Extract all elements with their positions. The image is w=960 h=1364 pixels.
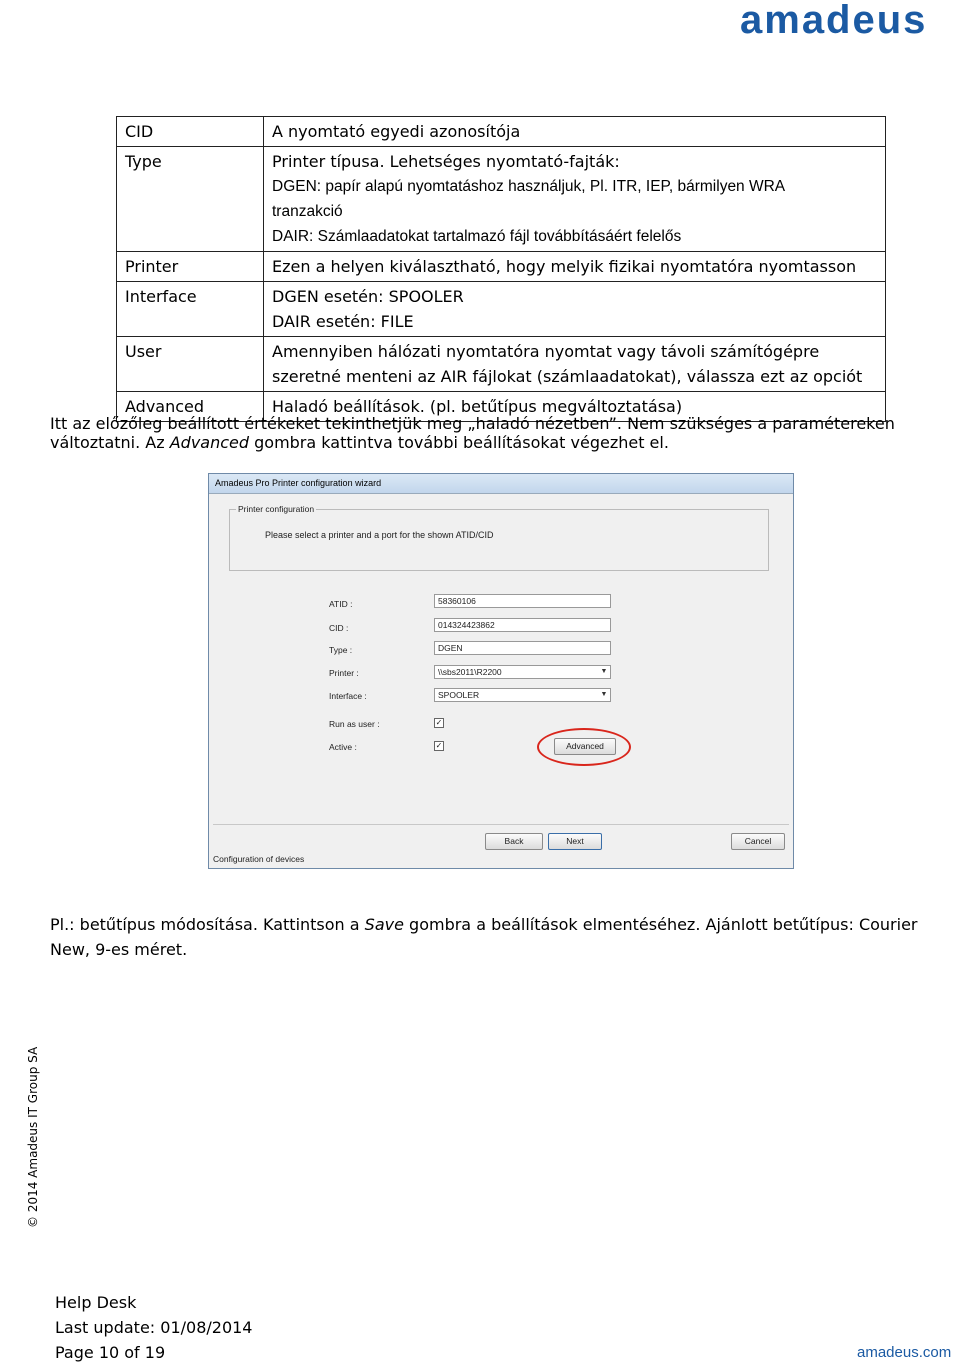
cancel-button[interactable]: Cancel bbox=[731, 833, 785, 850]
interface-select[interactable] bbox=[434, 688, 611, 702]
highlight-circle bbox=[537, 728, 631, 766]
row-line: Ezen a helyen kiválasztható, hogy melyik fizikai nyomtatóra nyomtasson bbox=[272, 257, 857, 276]
row-value bbox=[264, 282, 886, 337]
printer-select[interactable] bbox=[434, 665, 611, 679]
table-row bbox=[117, 282, 886, 337]
row-key: Type bbox=[117, 147, 264, 252]
row-value bbox=[264, 252, 886, 282]
row-line: DGEN esetén: SPOOLER bbox=[272, 287, 464, 306]
group-title: Printer configuration bbox=[238, 504, 315, 514]
row-line: DAIR esetén: FILE bbox=[272, 312, 414, 331]
row-key: Printer bbox=[117, 252, 264, 282]
row-value bbox=[264, 337, 886, 392]
footer-helpdesk: Help Desk bbox=[55, 1293, 137, 1312]
interface-label: Interface : bbox=[329, 691, 367, 701]
row-key: Interface bbox=[117, 282, 264, 337]
para-italic: Save bbox=[364, 915, 404, 934]
printer-config-group bbox=[229, 504, 769, 571]
row-line: DGEN: papír alapú nyomtatáshoz használjuk, Pl. ITR, IEP, bármilyen WRA bbox=[272, 178, 786, 195]
para-text: Pl.: betűtípus módosítása. Kattintson a bbox=[50, 915, 365, 934]
copyright-note: © 2014 Amadeus IT Group SA bbox=[26, 1046, 40, 1228]
row-key: User bbox=[117, 337, 264, 392]
footer-page-number: Page 10 of 19 bbox=[55, 1343, 166, 1362]
footer-url-link[interactable]: amadeus.com bbox=[857, 1344, 952, 1361]
run-as-user-label: Run as user : bbox=[329, 719, 380, 729]
type-field[interactable]: DGEN bbox=[434, 641, 611, 655]
table-row bbox=[117, 252, 886, 282]
back-button[interactable]: Back bbox=[485, 833, 543, 850]
atid-field[interactable]: 58360106 bbox=[434, 594, 611, 608]
table-row bbox=[117, 117, 886, 147]
next-button[interactable]: Next bbox=[548, 833, 602, 850]
row-key: Advanced bbox=[117, 392, 264, 422]
para-text: gombra a beállítások elmentéséhez. Ajánlott betűtípus: Courier bbox=[403, 915, 918, 934]
table-row bbox=[117, 337, 886, 392]
row-value bbox=[264, 147, 886, 252]
printer-label: Printer : bbox=[329, 668, 359, 678]
amadeus-logo: amadeus bbox=[740, 0, 928, 42]
footer-last-update: Last update: 01/08/2014 bbox=[55, 1318, 253, 1337]
row-line: szeretné menteni az AIR fájlokat (számlaadatokat), válassza ezt az opciót bbox=[272, 367, 863, 386]
type-label: Type : bbox=[329, 645, 353, 655]
group-message: Please select a printer and a port for the shown ATID/CID bbox=[265, 530, 494, 540]
printer-config-dialog bbox=[208, 473, 794, 869]
chevron-down-icon[interactable]: ▼ bbox=[600, 691, 608, 698]
row-line: Printer típusa. Lehetséges nyomtató-fajták: bbox=[272, 152, 620, 171]
font-paragraph bbox=[50, 912, 930, 962]
table-row bbox=[117, 147, 886, 252]
row-line: Haladó beállítások. (pl. betűtípus megváltoztatása) bbox=[272, 397, 683, 416]
interface-value: SPOOLER bbox=[438, 690, 480, 700]
advanced-button[interactable]: Advanced bbox=[554, 738, 616, 755]
chevron-down-icon[interactable]: ▼ bbox=[600, 668, 608, 675]
footer bbox=[55, 1290, 252, 1364]
para-italic: Advanced bbox=[169, 433, 250, 452]
row-line: DAIR: Számlaadatokat tartalmazó fájl továbbításáért felelős bbox=[272, 228, 682, 245]
row-line: A nyomtató egyedi azonosítója bbox=[272, 122, 521, 141]
status-text: Configuration of devices bbox=[213, 854, 305, 864]
cid-field[interactable]: 014324423862 bbox=[434, 618, 611, 632]
para-text: Itt az előzőleg beállított értékeket tekinthetjük meg „haladó nézetben”. Nem szükséges a paramétereken változtatni. Az bbox=[50, 414, 895, 452]
atid-label: ATID : bbox=[329, 599, 353, 609]
row-line: tranzakció bbox=[272, 203, 343, 220]
printer-value: \\sbs2011\R2200 bbox=[438, 667, 502, 677]
para-text: New, 9-es méret. bbox=[50, 940, 188, 959]
check-icon: ✓ bbox=[435, 741, 443, 750]
run-as-user-checkbox[interactable] bbox=[434, 718, 444, 728]
intro-paragraph bbox=[50, 414, 930, 452]
active-checkbox[interactable] bbox=[434, 741, 444, 751]
dialog-title: Amadeus Pro Printer configuration wizard bbox=[209, 474, 793, 494]
para-text: gombra kattintva további beállításokat végezhet el. bbox=[249, 433, 669, 452]
cid-label: CID : bbox=[329, 623, 349, 633]
active-label: Active : bbox=[329, 742, 357, 752]
row-key: CID bbox=[117, 117, 264, 147]
row-line: Amennyiben hálózati nyomtatóra nyomtat vagy távoli számítógépre bbox=[272, 342, 820, 361]
check-icon: ✓ bbox=[435, 718, 443, 727]
row-value bbox=[264, 117, 886, 147]
dialog-separator bbox=[213, 824, 789, 825]
definition-table bbox=[116, 116, 886, 422]
